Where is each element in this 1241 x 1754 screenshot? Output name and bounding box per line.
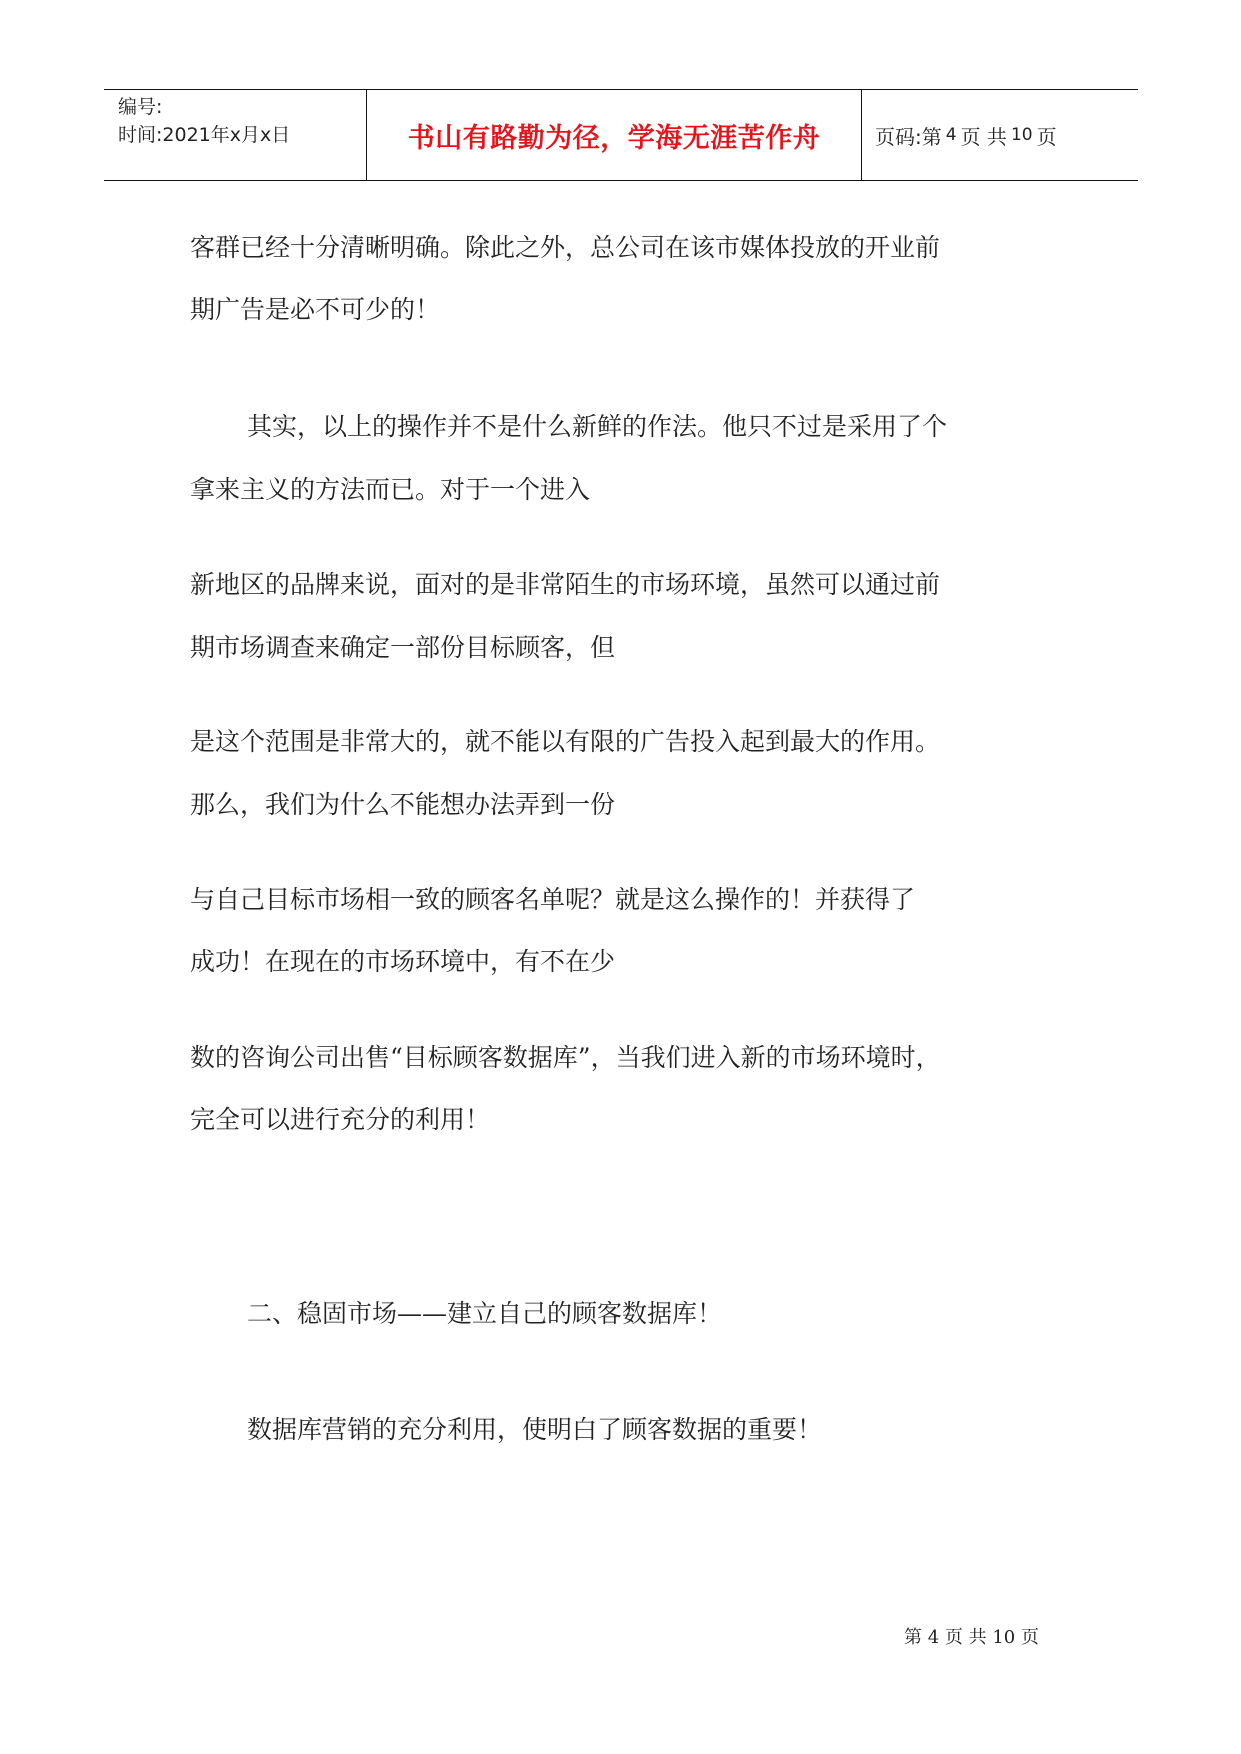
page-total: 10 (1010, 125, 1033, 145)
page-suffix: 页 (1036, 124, 1057, 149)
header-motto: 书山有路勤为径，学海无涯苦作舟 (407, 122, 821, 154)
paragraph-line: 与自己目标市场相一致的顾客名单呢？就是这么操作的！并获得了 (190, 885, 916, 914)
paragraph-line: 完全可以进行充分的利用！ (190, 1105, 491, 1134)
header-meta (118, 93, 290, 149)
header-divider (366, 90, 367, 180)
page-header (104, 89, 1138, 181)
paragraph-line: 成功！在现在的市场环境中，有不在少 (190, 947, 616, 976)
page-prefix: 页码:第 (875, 124, 942, 149)
section-heading: 二、稳固市场——建立自己的顾客数据库！ (247, 1299, 723, 1328)
header-divider (861, 90, 862, 180)
header-page-indicator (875, 90, 1057, 180)
paragraph-line: 是这个范围是非常大的，就不能以有限的广告投入起到最大的作用。 (190, 727, 941, 756)
paragraph-line: 拿来主义的方法而已。对于一个进入 (190, 475, 591, 504)
paragraph-line: 期市场调查来确定一部份目标顾客，但 (190, 633, 616, 662)
number-label: 编号: (118, 96, 163, 118)
paragraph-line: 期广告是必不可少的！ (190, 295, 441, 324)
paragraph-line: 客群已经十分清晰明确。除此之外，总公司在该市媒体投放的开业前 (190, 233, 941, 262)
paragraph-line: 数的咨询公司出售“目标顾客数据库”，当我们进入新的市场环境时， (190, 1043, 941, 1072)
paragraph-line: 那么，我们为什么不能想办法弄到一份 (190, 790, 616, 819)
paragraph-line: 新地区的品牌来说，面对的是非常陌生的市场环境，虽然可以通过前 (190, 570, 941, 599)
page-current: 4 (945, 125, 957, 145)
page-footer: 第 4 页 共 10 页 (904, 1627, 1039, 1648)
paragraph-line: 数据库营销的充分利用，使明白了顾客数据的重要！ (247, 1415, 823, 1444)
page-mid: 页 共 (960, 124, 1007, 149)
time-label: 时间:2021年x月x日 (118, 124, 291, 146)
paragraph-line: 其实，以上的操作并不是什么新鲜的作法。他只不过是采用了个 (247, 412, 948, 441)
